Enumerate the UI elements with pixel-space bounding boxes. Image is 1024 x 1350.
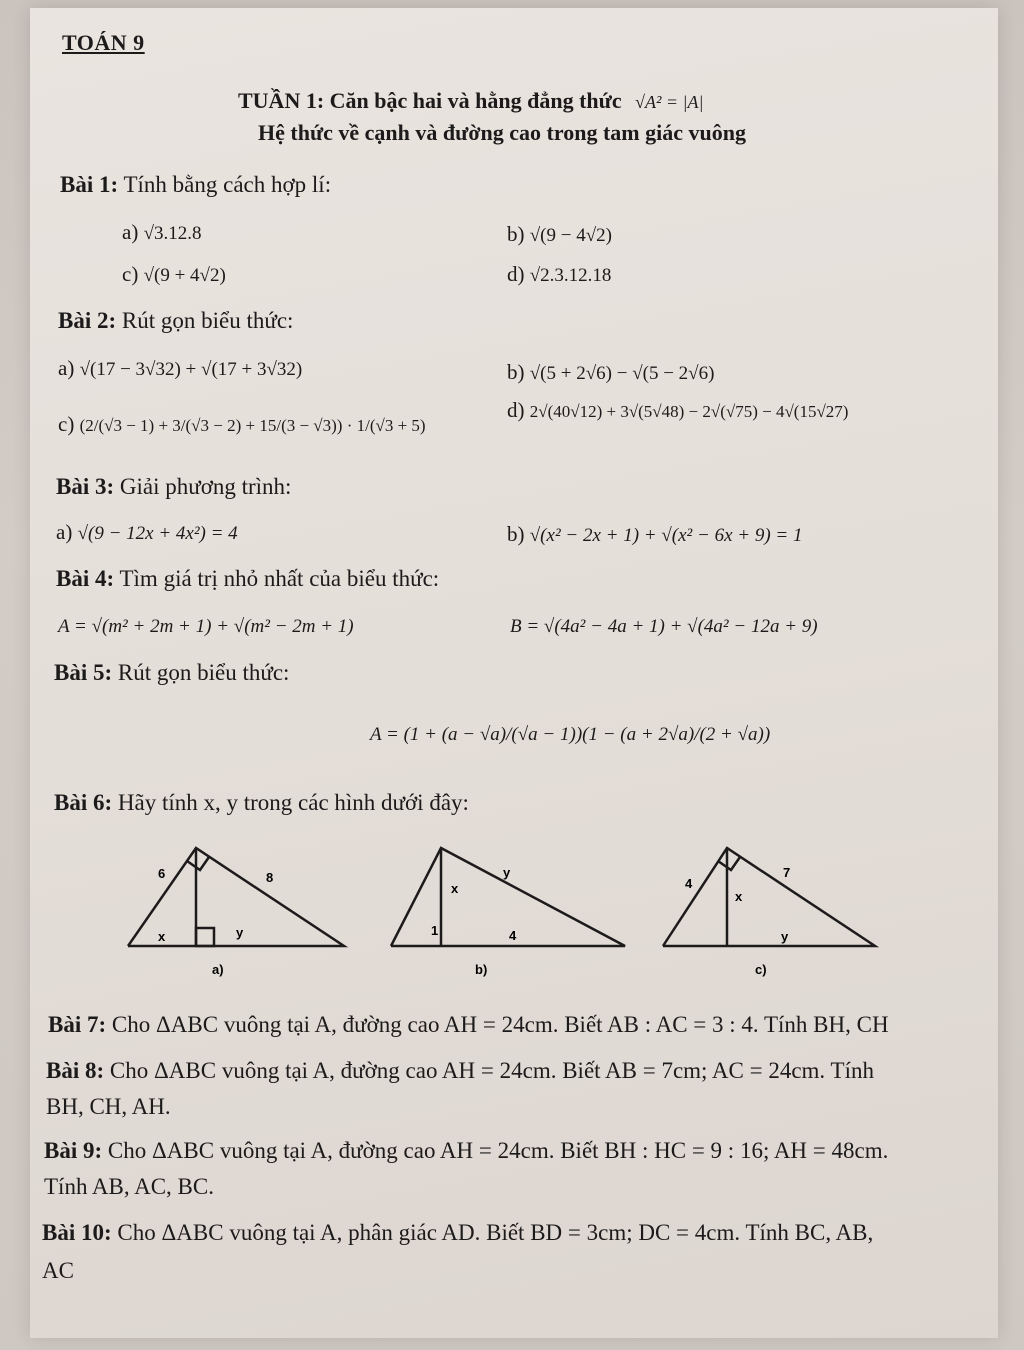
bai6-text: Hãy tính x, y trong các hình dưới đây: bbox=[117, 790, 469, 815]
bai9 bbox=[44, 1138, 888, 1164]
bai6-label: Bài 6: bbox=[54, 790, 113, 815]
figure-b-caption: b) bbox=[475, 962, 488, 977]
bai2-text: Rút gọn biểu thức: bbox=[121, 308, 294, 333]
bai8-line1: Cho ΔABC vuông tại A, đường cao AH = 24cm. Biết AB = 7cm; AC = 24cm. Tính bbox=[109, 1058, 874, 1083]
bai3-text: Giải phương trình: bbox=[119, 474, 292, 499]
bai4-text: Tìm giá trị nhỏ nhất của biểu thức: bbox=[119, 566, 440, 591]
page-title bbox=[238, 88, 703, 114]
figure-b-triangle bbox=[391, 848, 625, 946]
bai9-label: Bài 9: bbox=[44, 1138, 103, 1163]
bai4-heading bbox=[56, 566, 439, 592]
bai9-line1: Cho ΔABC vuông tại A, đường cao AH = 24cm. Biết BH : HC = 9 : 16; AH = 48cm. bbox=[107, 1138, 889, 1163]
bai3-label: Bài 3: bbox=[56, 474, 115, 499]
figure-a-label-x: x bbox=[158, 929, 166, 944]
figure-a-caption: a) bbox=[212, 962, 224, 977]
figure-a-label-y: y bbox=[236, 925, 244, 940]
bai7-label: Bài 7: bbox=[48, 1012, 107, 1037]
bai1-text: Tính bằng cách hợp lí: bbox=[123, 172, 332, 197]
subject-heading: TOÁN 9 bbox=[62, 30, 145, 55]
figure-c bbox=[655, 840, 885, 990]
bai1-item-a: a) √3.12.8 bbox=[122, 220, 202, 244]
bai3-item-a: a) √(9 − 12x + 4x²) = 4 bbox=[56, 520, 238, 544]
bai5-text: Rút gọn biểu thức: bbox=[117, 660, 290, 685]
bai5-expr: A = (1 + (a − √a)/(√a − 1))(1 − (a + 2√a)/(2 + √a)) bbox=[370, 724, 771, 745]
figure-b-label-4: 4 bbox=[509, 928, 517, 943]
bai2-item-d: d) 2√(40√12) + 3√(5√48) − 2√(√75) − 4√(15√27) bbox=[507, 398, 849, 422]
bai8 bbox=[46, 1058, 874, 1084]
figure-c-triangle bbox=[663, 848, 875, 946]
bai2-item-c: c) (2/(√3 − 1) + 3/(√3 − 2) + 15/(3 − √3)) · 1/(√3 + 5) bbox=[58, 412, 426, 436]
figure-a-right-angle bbox=[196, 928, 214, 946]
bai7 bbox=[48, 1012, 889, 1038]
bai1-label: Bài 1: bbox=[60, 172, 119, 197]
title-text: TUẦN 1: Căn bậc hai và hằng đẳng thức bbox=[238, 88, 622, 113]
bai5-heading bbox=[54, 660, 289, 686]
figure-c-label-y: y bbox=[781, 929, 789, 944]
figure-b-label-1: 1 bbox=[431, 923, 439, 938]
bai3-heading bbox=[56, 474, 291, 500]
bai10-line2: AC bbox=[42, 1258, 74, 1283]
bai2-item-b: b) √(5 + 2√6) − √(5 − 2√6) bbox=[507, 360, 715, 384]
bai10-label: Bài 10: bbox=[42, 1220, 112, 1245]
bai4-label: Bài 4: bbox=[56, 566, 115, 591]
bai1-heading bbox=[60, 172, 331, 198]
bai2-label: Bài 2: bbox=[58, 308, 117, 333]
bai2-heading bbox=[58, 308, 293, 334]
bai10-line1: Cho ΔABC vuông tại A, phân giác AD. Biết BD = 3cm; DC = 4cm. Tính BC, AB, bbox=[117, 1220, 874, 1245]
bai7-text: Cho ΔABC vuông tại A, đường cao AH = 24cm. Biết AB : AC = 3 : 4. Tính BH, CH bbox=[111, 1012, 889, 1037]
bai5-label: Bài 5: bbox=[54, 660, 113, 685]
figure-c-label-7: 7 bbox=[783, 865, 791, 880]
bai4-expr-a: A = √(m² + 2m + 1) + √(m² − 2m + 1) bbox=[58, 616, 354, 637]
figure-c-caption: c) bbox=[755, 962, 767, 977]
bai9-line2: Tính AB, AC, BC. bbox=[44, 1174, 214, 1199]
figure-a-label-8: 8 bbox=[266, 870, 274, 885]
bai4-expr-b: B = √(4a² − 4a + 1) + √(4a² − 12a + 9) bbox=[510, 616, 818, 637]
page-subtitle: Hệ thức về cạnh và đường cao trong tam giác vuông bbox=[258, 120, 746, 145]
figure-a-label-6: 6 bbox=[158, 866, 166, 881]
bai8-line2: BH, CH, AH. bbox=[46, 1094, 171, 1119]
figure-b-label-x: x bbox=[451, 881, 459, 896]
figure-a-top-angle bbox=[187, 857, 209, 870]
figure-c-label-4: 4 bbox=[685, 876, 693, 891]
title-formula: √A² = |A| bbox=[635, 92, 704, 112]
bai6-heading bbox=[54, 790, 469, 816]
bai10 bbox=[42, 1220, 873, 1246]
bai1-item-c: c) √(9 + 4√2) bbox=[122, 262, 226, 286]
bai1-item-b: b) √(9 − 4√2) bbox=[507, 222, 612, 246]
bai2-item-a: a) √(17 − 3√32) + √(17 + 3√32) bbox=[58, 356, 303, 380]
bai1-item-d: d) √2.3.12.18 bbox=[507, 262, 612, 286]
figure-a bbox=[120, 840, 355, 990]
figure-b bbox=[385, 840, 635, 990]
bai3-item-b: b) √(x² − 2x + 1) + √(x² − 6x + 9) = 1 bbox=[507, 522, 803, 546]
bai8-label: Bài 8: bbox=[46, 1058, 105, 1083]
figure-b-label-y: y bbox=[503, 865, 511, 880]
figure-c-label-x: x bbox=[735, 889, 743, 904]
